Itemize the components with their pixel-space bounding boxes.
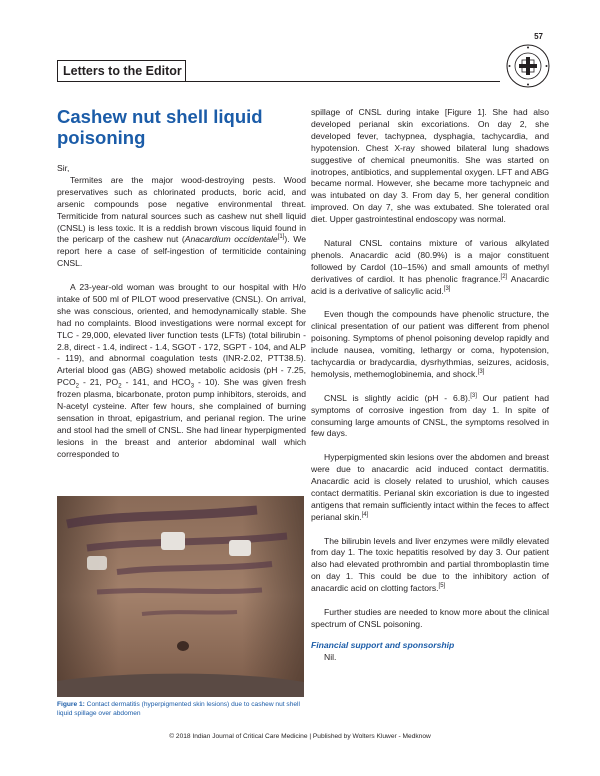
- paragraph-intro: Termites are the major wood-destroying pests. Wood preservatives such as chlorinated products, boric acid, and arsenic compounds pose negative environmental threat. Termiticide from natural sources such as cashew nut shell liquid (CNSL) is less toxic. It is a reddish brown viscous liquid found in the pericarp of the cashew nut (Anacardium occidentale[1]). We report here a case of self-ingestion of termiticide containing CNSL.: [57, 174, 306, 269]
- salutation: Sir,: [57, 163, 70, 173]
- header-rule: [186, 81, 500, 82]
- society-logo-icon: [506, 44, 550, 88]
- figure-1-photo: [57, 496, 304, 697]
- article-title: Cashew nut shell liquid poisoning: [57, 106, 263, 148]
- paragraph-case-continued: spillage of CNSL during intake [Figure 1]. She had also developed perianal skin excoriations. On day 2, she developed fever, tachypnea, dysphagia, tachycardia, and hypotension. Chest X-ray showed bilateral lung shadows suggestive of chemical pneumonitis. She was started on inotropes, antibiotics, and supplemental oxygen. LFT and ABG became normal. However, she became more tachypneic and was intubated on day 3. From day 5, her general condition improved. On day 7, she was extubated. She tolerated oral diet. Upper gastrointestinal endoscopy was normal.: [311, 107, 549, 225]
- paragraph-dermatitis: Hyperpigmented skin lesions over the abdomen and breast were due to anacardic acid induced contact dermatitis. Anacardic acid is closely related to urushiol, which causes contact dermatitis. Perianal skin excoriation is due to ingested antigens that remain sufficiently intact within the feces to affect perianal skin.[4]: [311, 452, 549, 522]
- section-label: [57, 60, 186, 82]
- paragraph-case: A 23-year-old woman was brought to our hospital with H/o intake of 500 ml of PILOT wood preservative (CNSL). On arrival, she was conscious, oriented, and hemodynamically stable. She had no complaints. Blood investigations were normal except for TLC - 29,000, elevated liver function tests (LFTs) (total bilirubin - 2.8, direct - 1.4, indirect - 1.4, SGOT - 172, SGPT - 104, and ALP - 119), and abnormal coagulation tests (INR-2.02, PTT38.5). Arterial blood gas (ABG) showed metabolic acidosis (pH - 7.25, $PCO_2 - 21$, $PO_2 - 141$, and $HCO_3 - 10$). She was given fresh frozen plasma, bicarbonate, proton pump inhibitors, steroids, and N-acetyl cysteine. After few hours, she complained of burning sensation in throat, epigastrium, and perianal region. The urine and stool had the smell of CNSL. She had linear hyperpigmented lesions in the breast and anterior abdominal wall which corresponded to: [57, 282, 307, 459]
- paragraph-hepatitis: The bilirubin levels and liver enzymes were mildly elevated from day 1. The toxic hepatitis resolved by day 3. Our patient also had elevated prothrombin and partial thromboplastin time on day 1. This could be due to the inhibitory action of anacardic acid on clotting factors.[5]: [311, 535, 549, 594]
- section-label-text: Letters to the Editor: [63, 64, 182, 78]
- financial-support-heading: Financial support and sponsorship: [311, 639, 455, 650]
- figure-caption: Figure 1: Contact dermatitis (hyperpigmented skin lesions) due to cashew nut shell liquid spillage over abdomen: [57, 701, 300, 717]
- left-column: [57, 163, 306, 461]
- right-column: [311, 107, 549, 664]
- paragraph-composition: Natural CNSL contains mixture of various alkylated phenols. Anacardic acid (80.9%) is a major constituent followed by Cardol (10–15%) and small amounts of methyl derivatives of cardiol. It has phenolic fragrance.[2] Anacardic acid is a derivative of salicylic acid.[3]: [311, 237, 550, 296]
- paragraph-phenol: Even though the compounds have phenolic structure, the clinical presentation of our patient was different from phenol poisoning. Symptoms of phenol poisoning develop rapidly and include nausea, vomiting, lethargy or coma, hypotension, tachycardia or bradycardia, dysrhythmias, seizures, acidosis, hemolysis, methemoglobinemia, and shock.[3]: [311, 309, 549, 379]
- paragraph-acidity: CNSL is slightly acidic (pH - 6.8).[3] Our patient had symptoms of corrosive ingestion from day 1. In spite of consuming large amounts of CNSL, the symptoms resolved in few days.: [311, 392, 549, 439]
- footer: © 2018 Indian Journal of Critical Care Medicine | Published by Wolters Kluwer - Medknow: [169, 733, 431, 740]
- financial-support-text: Nil.: [324, 651, 337, 662]
- page-number: 57: [534, 32, 543, 41]
- paragraph-conclusion: Further studies are needed to know more about the clinical spectrum of CNSL poisoning.: [311, 606, 549, 629]
